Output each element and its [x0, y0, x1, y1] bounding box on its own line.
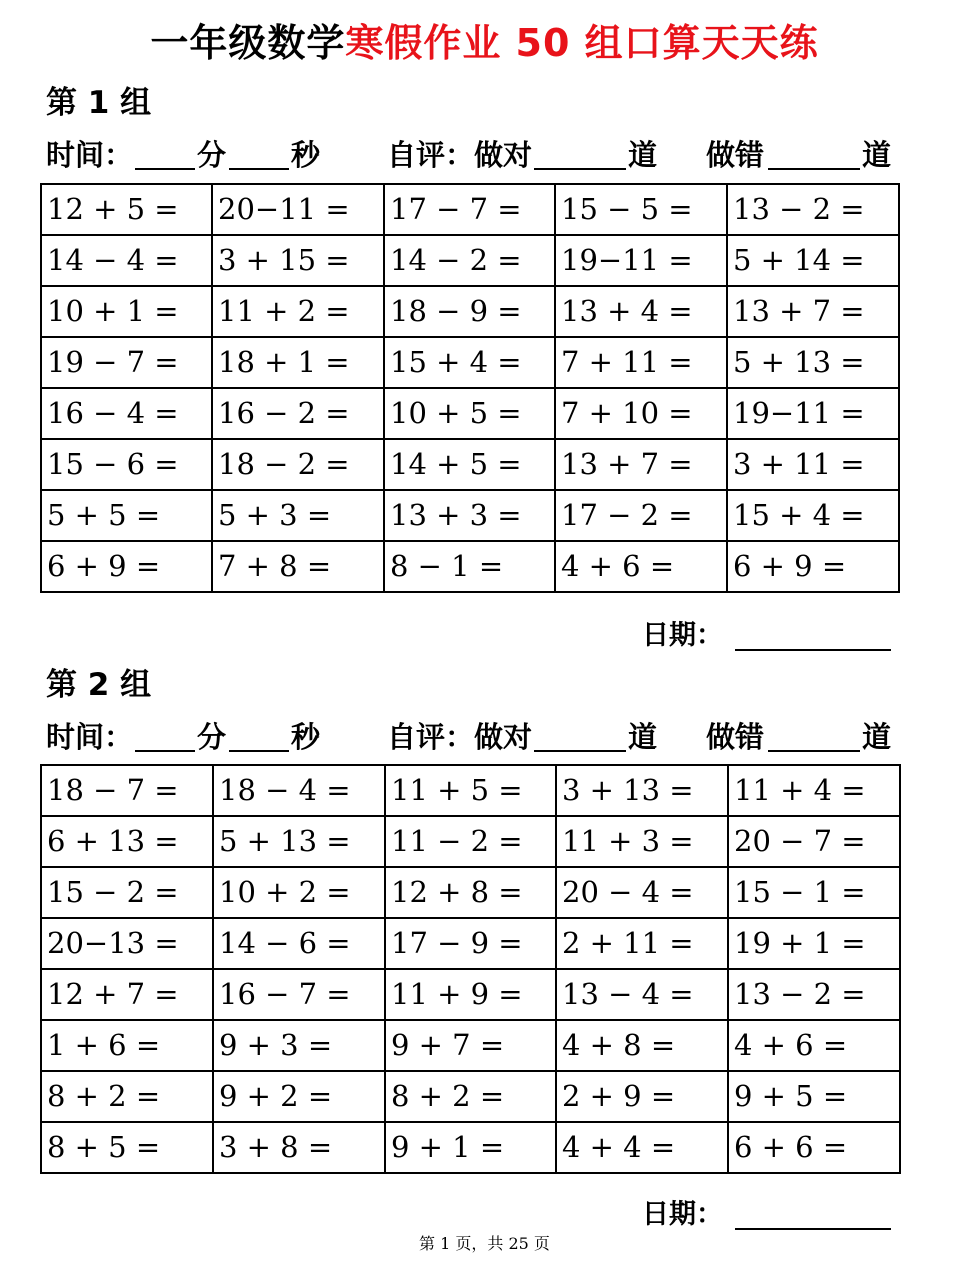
arithmetic-problem-cell[interactable]: 17 − 7 =: [384, 184, 555, 235]
arithmetic-problem-cell[interactable]: 5 + 13 =: [727, 337, 899, 388]
table-row: [41, 388, 899, 439]
arithmetic-problem-cell[interactable]: 7 + 8 =: [212, 541, 384, 592]
arithmetic-problem-cell[interactable]: 18 − 2 =: [212, 439, 384, 490]
arithmetic-problem-cell[interactable]: 13 − 2 =: [728, 969, 900, 1020]
arithmetic-problem-cell[interactable]: 14 − 4 =: [41, 235, 212, 286]
table-row: [41, 541, 899, 592]
arithmetic-problem-cell[interactable]: 4 + 6 =: [728, 1020, 900, 1071]
table-row: [41, 765, 900, 816]
arithmetic-problem-cell[interactable]: 5 + 3 =: [212, 490, 384, 541]
dao-label: 道: [862, 138, 892, 172]
arithmetic-problem-cell[interactable]: 7 + 10 =: [555, 388, 727, 439]
arithmetic-problem-cell[interactable]: 5 + 5 =: [41, 490, 212, 541]
arithmetic-problem-cell[interactable]: 14 − 2 =: [384, 235, 555, 286]
group-title: 第 2 组: [46, 667, 152, 703]
arithmetic-problem-cell[interactable]: 20−13 =: [41, 918, 213, 969]
table-row: [41, 286, 899, 337]
date-blank[interactable]: [735, 649, 891, 651]
arithmetic-problem-cell[interactable]: 10 + 2 =: [213, 867, 385, 918]
arithmetic-problem-cell[interactable]: 13 + 3 =: [384, 490, 555, 541]
arithmetic-problem-cell[interactable]: 12 + 5 =: [41, 184, 212, 235]
title-red-part: 寒假作业 50 组口算天天练: [345, 21, 819, 65]
date-label: 日期：: [642, 620, 723, 651]
arithmetic-problem-cell[interactable]: 19 − 7 =: [41, 337, 212, 388]
arithmetic-problem-cell[interactable]: 1 + 6 =: [41, 1020, 213, 1071]
arithmetic-problem-cell[interactable]: 20 − 7 =: [728, 816, 900, 867]
arithmetic-problem-cell[interactable]: 15 − 1 =: [728, 867, 900, 918]
correct-count-blank[interactable]: [534, 168, 626, 170]
dao-label: 道: [628, 138, 658, 172]
arithmetic-problem-cell[interactable]: 14 + 5 =: [384, 439, 555, 490]
seconds-blank[interactable]: [229, 750, 289, 752]
time-label: 时间：: [46, 720, 134, 754]
wrong-count-blank[interactable]: [768, 750, 860, 752]
arithmetic-problem-cell[interactable]: 11 + 2 =: [212, 286, 384, 337]
minutes-blank[interactable]: [135, 750, 195, 752]
drill-table: [40, 183, 900, 593]
arithmetic-problem-cell[interactable]: 15 + 4 =: [727, 490, 899, 541]
arithmetic-problem-cell[interactable]: 17 − 9 =: [385, 918, 556, 969]
drill-table-body: [41, 184, 899, 592]
arithmetic-problem-cell[interactable]: 8 − 1 =: [384, 541, 555, 592]
arithmetic-problem-cell[interactable]: 5 + 13 =: [213, 816, 385, 867]
time-eval-line: [46, 717, 896, 757]
arithmetic-problem-cell[interactable]: 4 + 8 =: [556, 1020, 728, 1071]
arithmetic-problem-cell[interactable]: 3 + 8 =: [213, 1122, 385, 1173]
arithmetic-problem-cell[interactable]: 14 − 6 =: [213, 918, 385, 969]
wrong-count-blank[interactable]: [768, 168, 860, 170]
arithmetic-problem-cell[interactable]: 16 − 7 =: [213, 969, 385, 1020]
arithmetic-problem-cell[interactable]: 18 − 4 =: [213, 765, 385, 816]
group-title: 第 1 组: [46, 85, 152, 121]
table-row: [41, 918, 900, 969]
table-row: [41, 490, 899, 541]
table-row: [41, 1122, 900, 1173]
drill-table-body: [41, 765, 900, 1173]
arithmetic-problem-cell[interactable]: 19−11 =: [555, 235, 727, 286]
arithmetic-problem-cell[interactable]: 12 + 8 =: [385, 867, 556, 918]
minute-label: 分: [197, 138, 227, 172]
wrong-label: 做错: [706, 138, 765, 172]
table-row: [41, 867, 900, 918]
arithmetic-problem-cell[interactable]: 8 + 5 =: [41, 1122, 213, 1173]
arithmetic-problem-cell[interactable]: 3 + 13 =: [556, 765, 728, 816]
arithmetic-problem-cell[interactable]: 7 + 11 =: [555, 337, 727, 388]
dao-label: 道: [628, 720, 658, 754]
time-label: 时间：: [46, 138, 134, 172]
arithmetic-problem-cell[interactable]: 4 + 6 =: [555, 541, 727, 592]
arithmetic-problem-cell[interactable]: 11 + 3 =: [556, 816, 728, 867]
date-blank[interactable]: [735, 1228, 891, 1230]
page-footer: 第 1 页，共 25 页: [419, 1234, 550, 1253]
table-row: [41, 969, 900, 1020]
correct-count-blank[interactable]: [534, 750, 626, 752]
drill-table: [40, 764, 901, 1174]
arithmetic-problem-cell[interactable]: 16 − 2 =: [212, 388, 384, 439]
arithmetic-problem-cell[interactable]: 20−11 =: [212, 184, 384, 235]
arithmetic-problem-cell[interactable]: 15 + 4 =: [384, 337, 555, 388]
arithmetic-problem-cell[interactable]: 9 + 1 =: [385, 1122, 556, 1173]
table-row: [41, 184, 899, 235]
arithmetic-problem-cell[interactable]: 13 + 4 =: [555, 286, 727, 337]
arithmetic-problem-cell[interactable]: 15 − 2 =: [41, 867, 213, 918]
arithmetic-problem-cell[interactable]: 8 + 2 =: [41, 1071, 213, 1122]
arithmetic-problem-cell[interactable]: 2 + 9 =: [556, 1071, 728, 1122]
arithmetic-problem-cell[interactable]: 19 + 1 =: [728, 918, 900, 969]
arithmetic-problem-cell[interactable]: 9 + 5 =: [728, 1071, 900, 1122]
arithmetic-problem-cell[interactable]: 16 − 4 =: [41, 388, 212, 439]
title-black-part: 一年级数学: [150, 21, 346, 65]
dao-label: 道: [862, 720, 892, 754]
second-label: 秒: [291, 720, 321, 754]
table-row: [41, 439, 899, 490]
arithmetic-problem-cell[interactable]: 6 + 9 =: [727, 541, 899, 592]
arithmetic-problem-cell[interactable]: 17 − 2 =: [555, 490, 727, 541]
arithmetic-problem-cell[interactable]: 19−11 =: [727, 388, 899, 439]
table-row: [41, 1020, 900, 1071]
arithmetic-problem-cell[interactable]: 15 − 5 =: [555, 184, 727, 235]
table-row: [41, 235, 899, 286]
wrong-label: 做错: [706, 720, 765, 754]
arithmetic-problem-cell[interactable]: 9 + 2 =: [213, 1071, 385, 1122]
arithmetic-problem-cell[interactable]: 12 + 7 =: [41, 969, 213, 1020]
arithmetic-problem-cell[interactable]: 3 + 11 =: [727, 439, 899, 490]
table-row: [41, 337, 899, 388]
arithmetic-problem-cell[interactable]: 5 + 14 =: [727, 235, 899, 286]
arithmetic-problem-cell[interactable]: 15 − 6 =: [41, 439, 212, 490]
arithmetic-problem-cell[interactable]: 3 + 15 =: [212, 235, 384, 286]
time-eval-line: [46, 135, 896, 175]
arithmetic-problem-cell[interactable]: 9 + 7 =: [385, 1020, 556, 1071]
arithmetic-problem-cell[interactable]: 13 − 4 =: [556, 969, 728, 1020]
arithmetic-problem-cell[interactable]: 6 + 9 =: [41, 541, 212, 592]
arithmetic-problem-cell[interactable]: 11 + 9 =: [385, 969, 556, 1020]
arithmetic-problem-cell[interactable]: 10 + 1 =: [41, 286, 212, 337]
page-title: [0, 18, 969, 68]
arithmetic-problem-cell[interactable]: 4 + 4 =: [556, 1122, 728, 1173]
self-eval-label: 自评：做对: [387, 138, 533, 172]
arithmetic-problem-cell[interactable]: 13 + 7 =: [555, 439, 727, 490]
arithmetic-problem-cell[interactable]: 6 + 6 =: [728, 1122, 900, 1173]
table-row: [41, 816, 900, 867]
arithmetic-problem-cell[interactable]: 18 − 9 =: [384, 286, 555, 337]
date-label: 日期：: [642, 1199, 723, 1230]
second-label: 秒: [291, 138, 321, 172]
table-row: [41, 1071, 900, 1122]
arithmetic-problem-cell[interactable]: 6 + 13 =: [41, 816, 213, 867]
arithmetic-problem-cell[interactable]: 11 − 2 =: [385, 816, 556, 867]
arithmetic-problem-cell[interactable]: 8 + 2 =: [385, 1071, 556, 1122]
arithmetic-problem-cell[interactable]: 18 − 7 =: [41, 765, 213, 816]
arithmetic-problem-cell[interactable]: 20 − 4 =: [556, 867, 728, 918]
arithmetic-problem-cell[interactable]: 9 + 3 =: [213, 1020, 385, 1071]
arithmetic-problem-cell[interactable]: 11 + 5 =: [385, 765, 556, 816]
arithmetic-problem-cell[interactable]: 13 − 2 =: [727, 184, 899, 235]
arithmetic-problem-cell[interactable]: 11 + 4 =: [728, 765, 900, 816]
self-eval-label: 自评：做对: [387, 720, 533, 754]
minutes-blank[interactable]: [135, 168, 195, 170]
seconds-blank[interactable]: [229, 168, 289, 170]
arithmetic-problem-cell[interactable]: 2 + 11 =: [556, 918, 728, 969]
arithmetic-problem-cell[interactable]: 13 + 7 =: [727, 286, 899, 337]
arithmetic-problem-cell[interactable]: 10 + 5 =: [384, 388, 555, 439]
arithmetic-problem-cell[interactable]: 18 + 1 =: [212, 337, 384, 388]
minute-label: 分: [197, 720, 227, 754]
